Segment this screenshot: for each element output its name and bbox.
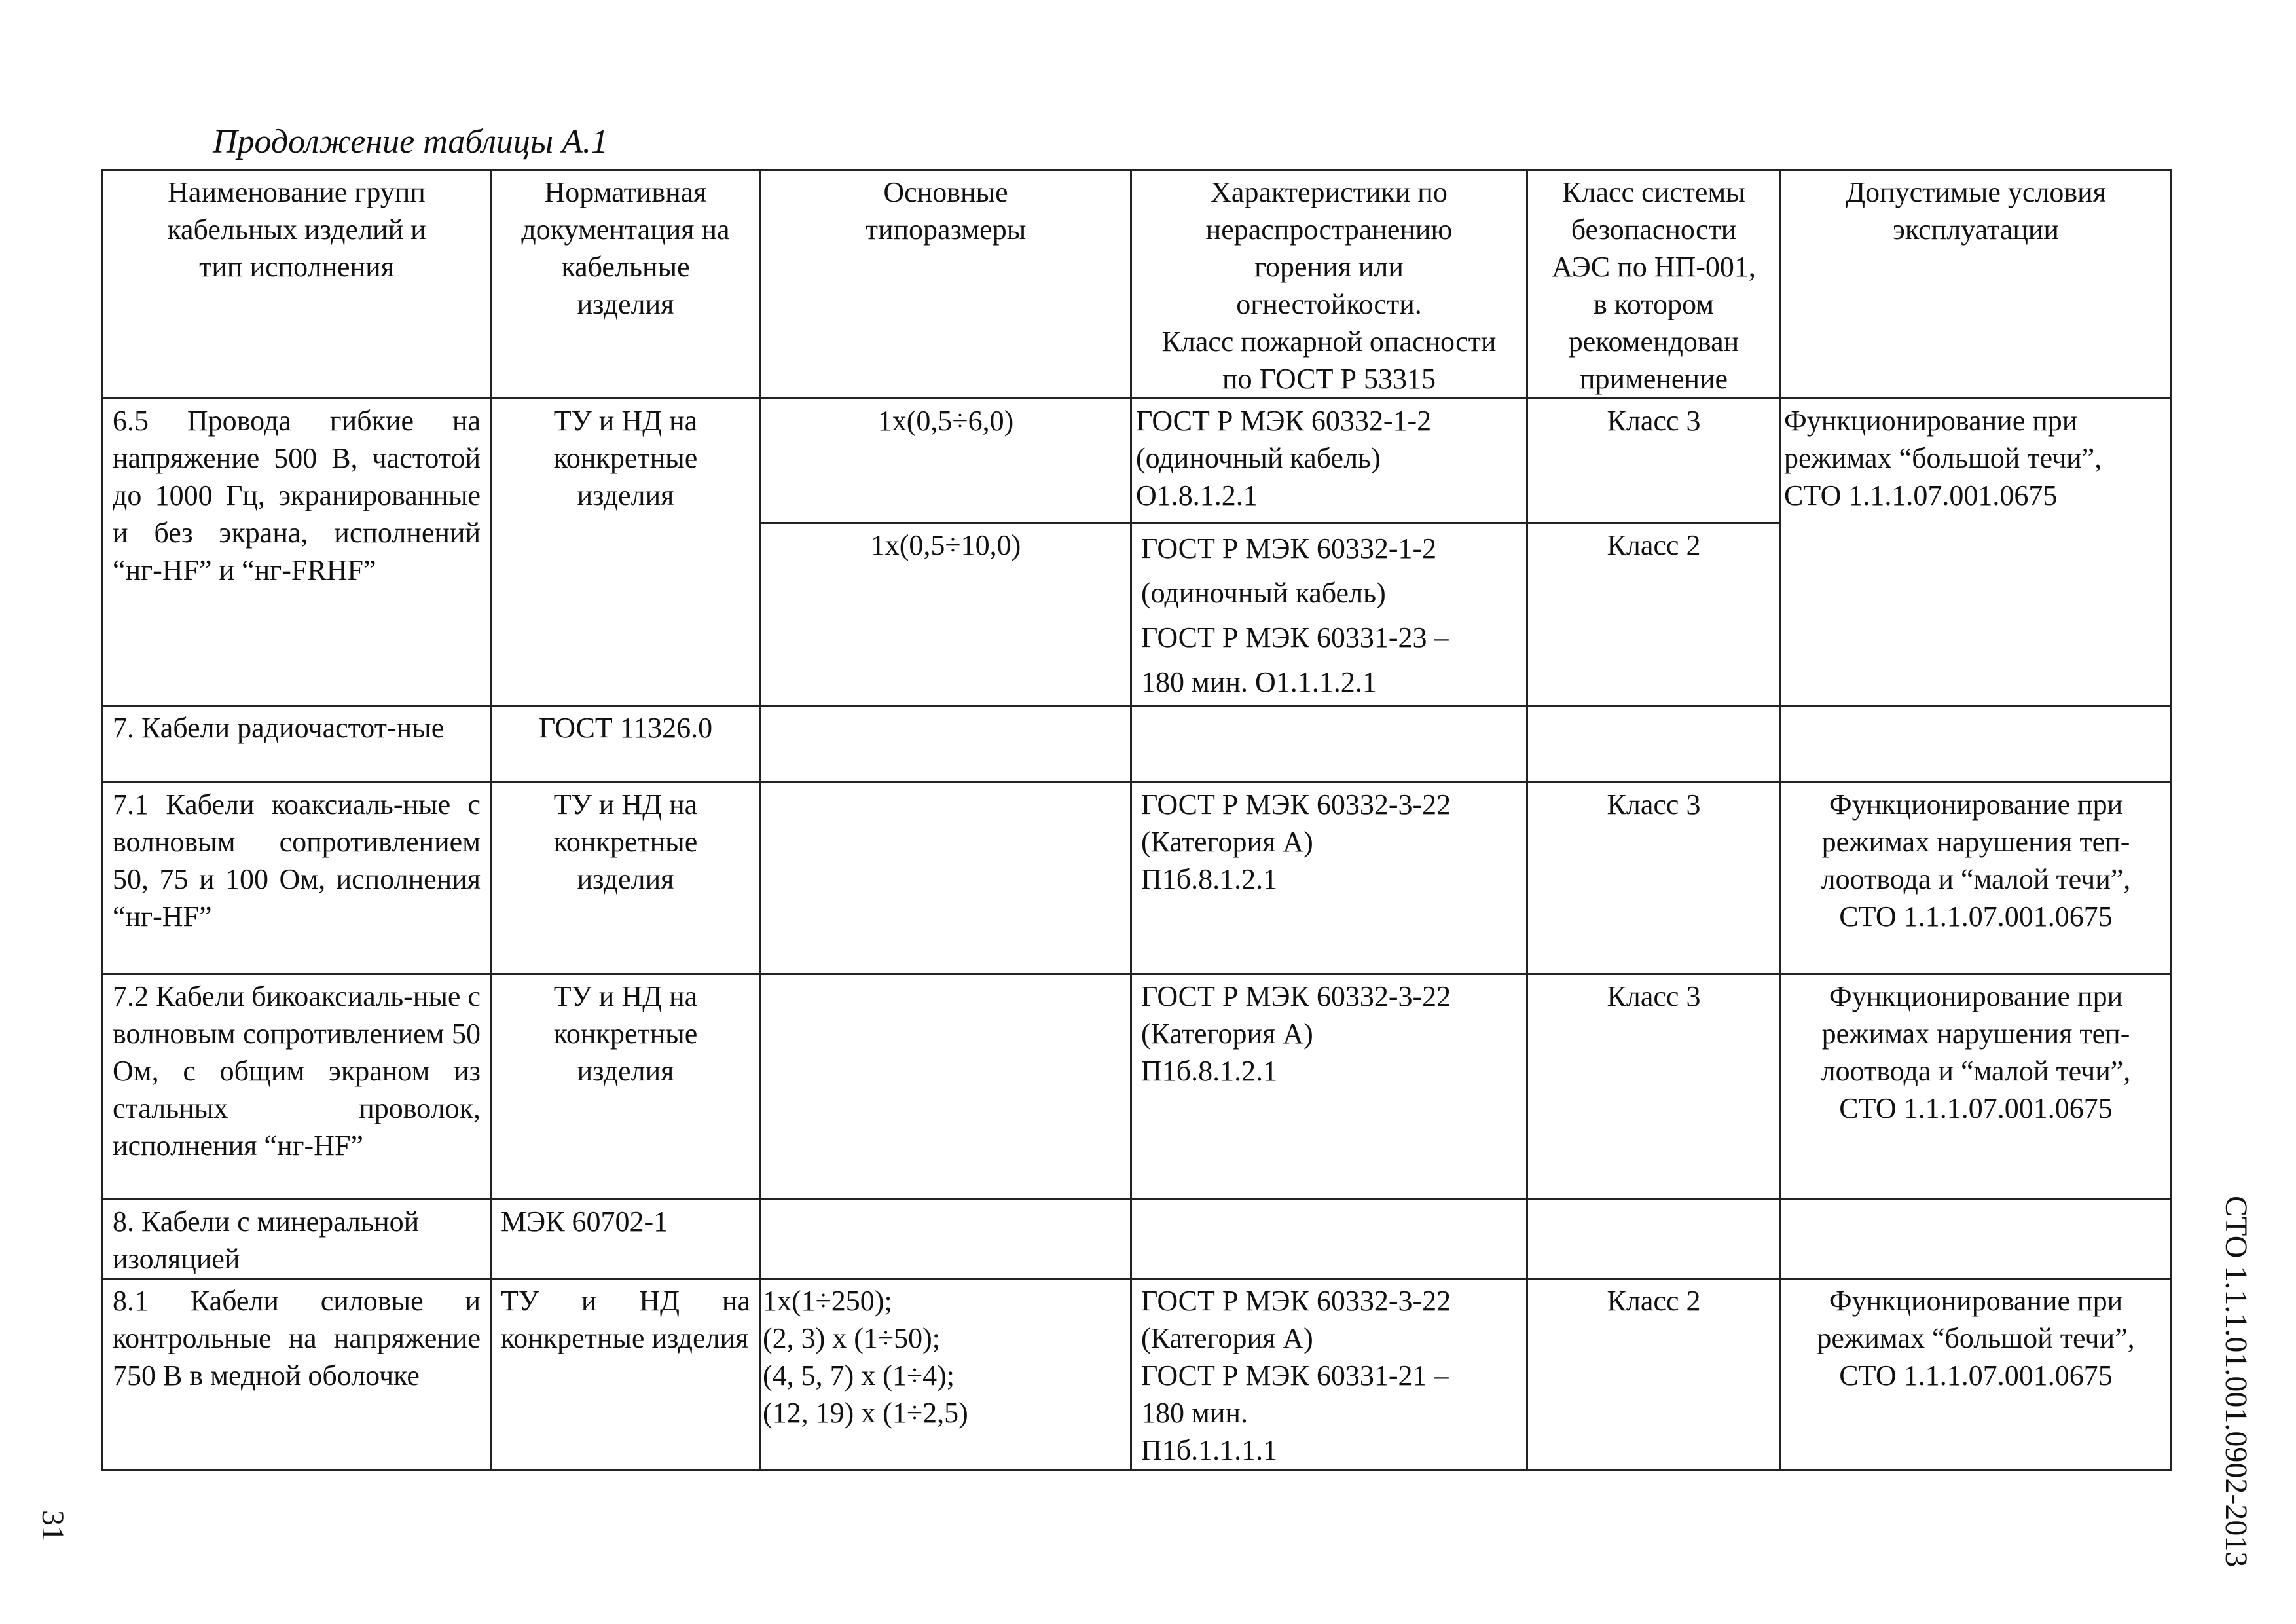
row-6-5-fire-2: ГОСТ Р МЭК 60332-1-2 (одиночный кабель) ГОСТ Р МЭК 60331-23 – 180 мин. О1.1.1.2.1 <box>1131 523 1527 706</box>
document-code: СТО 1.1.1.01.001.0902-2013 <box>2219 1196 2253 1568</box>
row-6-5-size-1: 1х(0,5÷6,0) <box>761 399 1131 523</box>
row-7-2-size <box>761 974 1131 1200</box>
table-row <box>103 706 2172 783</box>
row-7-fire <box>1131 706 1527 783</box>
table-row <box>103 399 2172 523</box>
header-normative-docs: Нормативная документация на кабельные изделия <box>491 170 761 399</box>
row-8-conditions <box>1781 1200 2172 1279</box>
row-8-1-conditions: Функционирование при режимах “большой течи”, СТО 1.1.1.07.001.0675 <box>1781 1279 2172 1471</box>
row-7-doc: ГОСТ 11326.0 <box>491 706 761 783</box>
row-8-doc: МЭК 60702-1 <box>491 1200 761 1279</box>
row-8-1-doc: ТУ и НД на конкретные изделия <box>491 1279 761 1471</box>
row-7-conditions <box>1781 706 2172 783</box>
row-7-2-class: Класс 3 <box>1527 974 1781 1200</box>
row-6-5-name: 6.5 Провода гибкие на напряжение 500 В, частотой до 1000 Гц, экранированные и без экрана, исполнений “нг-HF” и “нг-FRHF” <box>103 399 491 706</box>
row-8-1-class: Класс 2 <box>1527 1279 1781 1471</box>
row-7-1-conditions: Функционирование при режимах нарушения теп- лоотвода и “малой течи”, СТО 1.1.1.07.001.0675 <box>1781 783 2172 974</box>
cable-table <box>101 169 2172 1471</box>
row-7-2-conditions: Функционирование при режимах нарушения теп- лоотвода и “малой течи”, СТО 1.1.1.07.001.0675 <box>1781 974 2172 1200</box>
table-row <box>103 974 2172 1200</box>
row-6-5-doc: ТУ и НД на конкретные изделия <box>491 399 761 706</box>
row-7-name: 7. Кабели радиочастот-ные <box>103 706 491 783</box>
row-8-fire <box>1131 1200 1527 1279</box>
row-7-2-name: 7.2 Кабели бикоаксиаль-ные с волновым сопротивлением 50 Ом, с общим экраном из стальных проволок, исполнения “нг-HF” <box>103 974 491 1200</box>
row-8-class <box>1527 1200 1781 1279</box>
row-7-size <box>761 706 1131 783</box>
header-operating-conditions: Допустимые условия эксплуатации <box>1781 170 2172 399</box>
header-group-name: Наименование групп кабельных изделий и тип исполнения <box>103 170 491 399</box>
row-8-1-name: 8.1 Кабели силовые и контрольные на напряжение 750 В в медной оболочке <box>103 1279 491 1471</box>
table-row <box>103 1279 2172 1471</box>
table-row <box>103 1200 2172 1279</box>
row-6-5-conditions: Функционирование при режимах “большой течи”, СТО 1.1.1.07.001.0675 <box>1781 399 2172 706</box>
row-6-5-fire-1: ГОСТ Р МЭК 60332-1-2 (одиночный кабель) О1.8.1.2.1 <box>1131 399 1527 523</box>
header-safety-class: Класс системы безопасности АЭС по НП-001, в котором рекомендован применение <box>1527 170 1781 399</box>
row-7-class <box>1527 706 1781 783</box>
row-7-2-fire: ГОСТ Р МЭК 60332-3-22 (Категория А) П1б.8.1.2.1 <box>1131 974 1527 1200</box>
row-7-1-name: 7.1 Кабели коаксиаль-ные с волновым сопротивлением 50, 75 и 100 Ом, исполнения “нг-HF” <box>103 783 491 974</box>
page-number: 31 <box>35 1510 70 1541</box>
row-7-2-doc: ТУ и НД на конкретные изделия <box>491 974 761 1200</box>
row-8-1-fire: ГОСТ Р МЭК 60332-3-22 (Категория А) ГОСТ Р МЭК 60331-21 – 180 мин. П1б.1.1.1.1 <box>1131 1279 1527 1471</box>
row-8-1-sizes: 1х(1÷250); (2, 3) х (1÷50); (4, 5, 7) х (1÷4); (12, 19) х (1÷2,5) <box>761 1279 1131 1471</box>
row-6-5-class-2: Класс 2 <box>1527 523 1781 706</box>
row-6-5-size-2: 1х(0,5÷10,0) <box>761 523 1131 706</box>
row-6-5-class-1: Класс 3 <box>1527 399 1781 523</box>
row-7-1-class: Класс 3 <box>1527 783 1781 974</box>
table-caption: Продолжение таблицы А.1 <box>213 123 608 160</box>
row-7-1-size <box>761 783 1131 974</box>
row-7-1-doc: ТУ и НД на конкретные изделия <box>491 783 761 974</box>
header-sizes: Основные типоразмеры <box>761 170 1131 399</box>
row-8-name: 8. Кабели с минеральной изоляцией <box>103 1200 491 1279</box>
row-7-1-fire: ГОСТ Р МЭК 60332-3-22 (Категория А) П1б.8.1.2.1 <box>1131 783 1527 974</box>
table-row <box>103 783 2172 974</box>
header-row <box>103 170 2172 399</box>
header-fire-characteristics: Характеристики по нераспространению горения или огнестойкости. Класс пожарной опасности по ГОСТ Р 53315 <box>1131 170 1527 399</box>
row-8-size <box>761 1200 1131 1279</box>
